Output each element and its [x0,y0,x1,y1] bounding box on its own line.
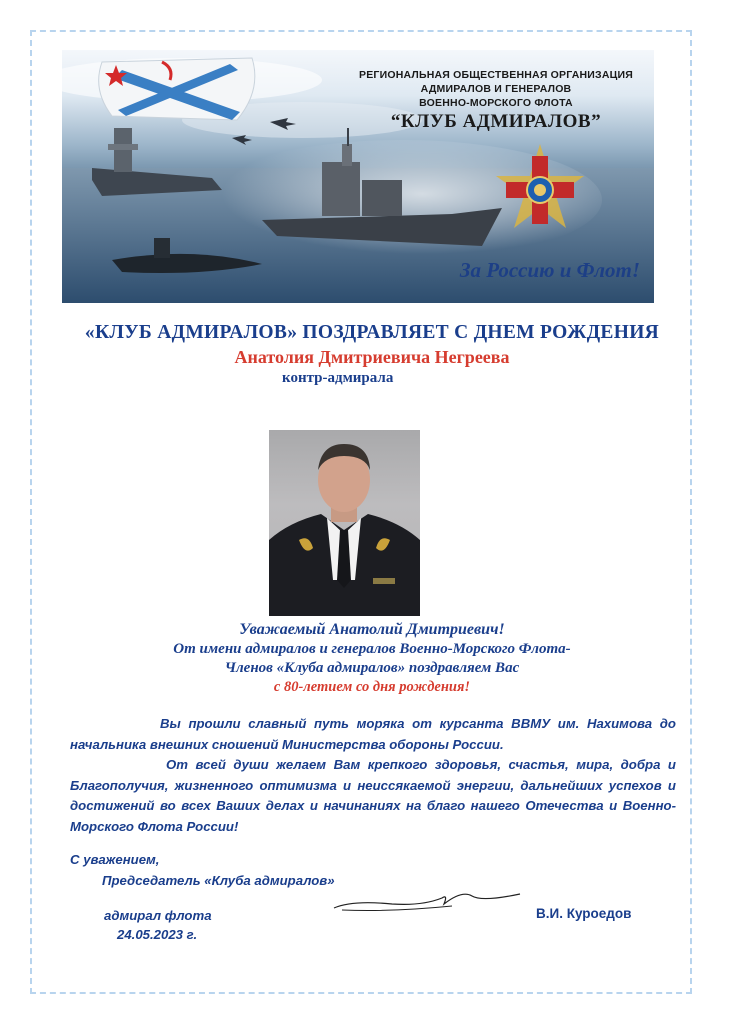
recipient-rank: контр-адмирала [282,370,394,386]
salutation: Уважаемый Анатолий Дмитриевич! [239,621,505,638]
motto: За Россию и Флот! [459,258,640,282]
signer-rank: адмирал флота [104,908,212,923]
page-heading: «КЛУБ АДМИРАЛОВ» ПОЗДРАВЛЯЕТ С ДНЕМ РОЖДЕНИЯ [84,322,660,343]
intro-line-2: Членов «Клуба адмиралов» поздравляем Вас [224,660,520,676]
recipient-name: Анатолия Дмитриевича Негреева [234,347,510,367]
portrait-photo [269,430,420,616]
paragraph-2-text: От всей души желаем Вам крепкого здоровья, счастья, мира, добра и Благополучия, жизненного оптимизма и неиссякаемой энергии, дальнейших успехов и достижений во всех Ваших делах и начинаниях на благо нашего Отечества и Военно-Морского Флота России! [70,757,676,834]
organization-name [346,68,646,134]
letter-date: 24.05.2023 г. [117,927,198,942]
closing-phrase: С уважением, [70,852,160,867]
paragraph-1-text: Вы прошли славный путь моряка от курсанта ВВМУ им. Нахимова до начальника внешних сношений Министерства обороны России. [70,716,676,752]
letter-paragraph-2 [70,755,676,837]
naval-ensign-flag-icon [99,58,255,120]
org-title: “КЛУБ АДМИРАЛОВ” [390,111,602,132]
handwritten-signature [332,886,522,916]
org-line-2: АДМИРАЛОВ И ГЕНЕРАЛОВ [420,83,572,95]
signer-name: В.И. Куроедов [536,906,632,921]
letter-paragraph-1 [70,714,676,755]
org-line-1: РЕГИОНАЛЬНАЯ ОБЩЕСТВЕННАЯ ОРГАНИЗАЦИЯ [359,69,633,81]
chair-title: Председатель «Клуба адмиралов» [102,873,335,888]
anniversary-line: с 80-летием со дня рождения! [273,679,471,695]
header-banner [62,50,654,303]
org-line-3: ВОЕННО-МОРСКОГО ФЛОТА [419,97,573,109]
intro-line-1: От имени адмиралов и генералов Военно-Морского Флота- [173,641,571,657]
